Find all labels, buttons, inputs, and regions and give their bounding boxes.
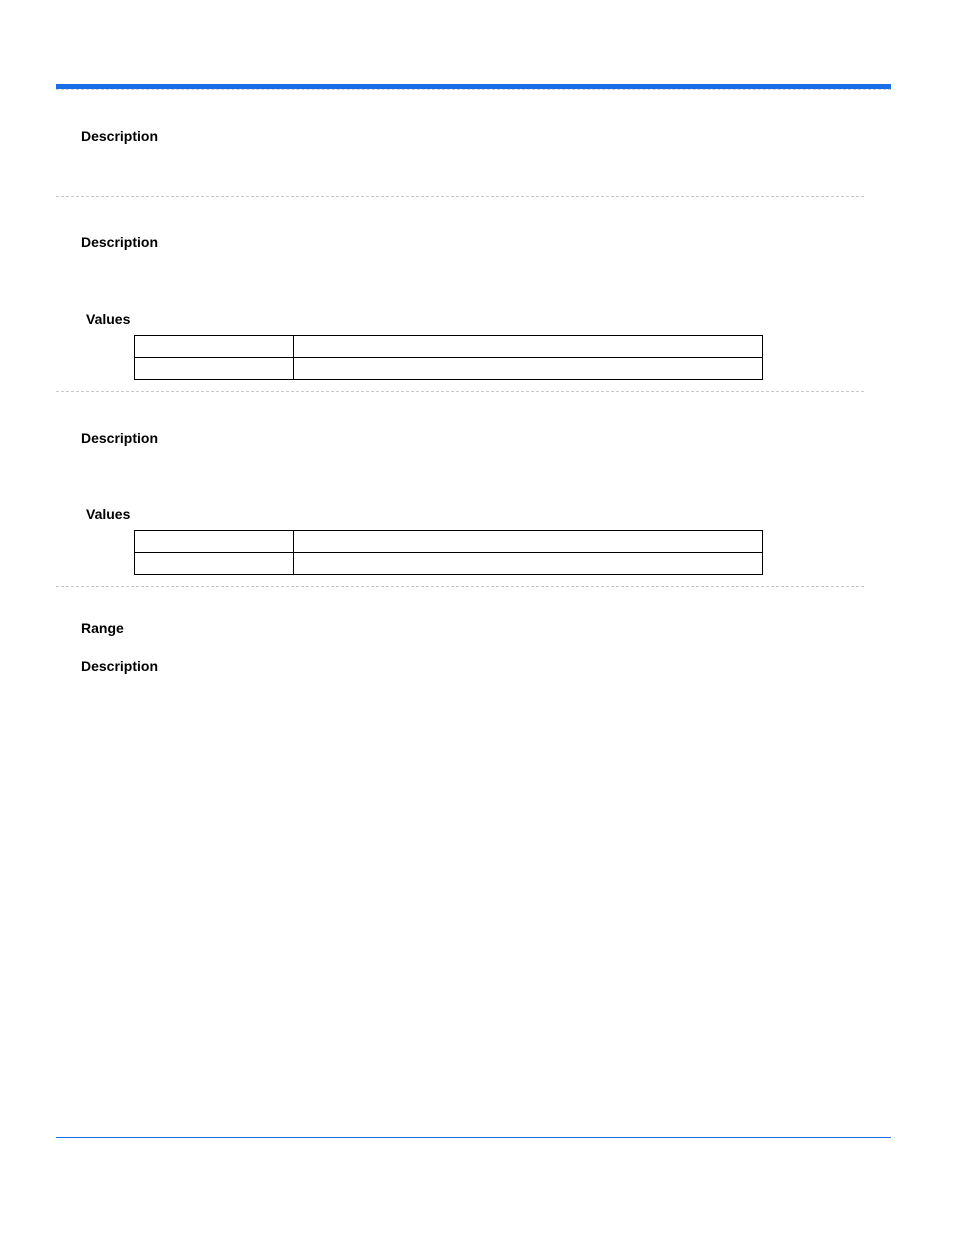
section-2-values-label: Values (86, 311, 131, 327)
section-divider-1 (56, 196, 864, 197)
table-cell (294, 553, 763, 575)
section-3-values-label: Values (86, 506, 131, 522)
section-3-description-label: Description (81, 430, 159, 446)
section-divider-2 (56, 391, 864, 392)
table-cell (294, 336, 763, 358)
table-cell (135, 553, 294, 575)
table-row (135, 531, 763, 553)
table-cell (135, 358, 294, 380)
table-cell (294, 358, 763, 380)
section-4-range-label: Range (81, 620, 124, 636)
table-cell (294, 531, 763, 553)
table-row (135, 553, 763, 575)
section-divider-3 (56, 586, 864, 587)
section-1-description-label: Description (81, 128, 159, 144)
table-cell (135, 336, 294, 358)
table-row (135, 336, 763, 358)
table-cell (135, 531, 294, 553)
section-4-description-label: Description (81, 658, 159, 674)
footer-rule (56, 1137, 891, 1138)
header-dashed-rule (56, 89, 891, 90)
section-2-description-label: Description (81, 234, 159, 250)
table-row (135, 358, 763, 380)
section-2-values-table (134, 335, 763, 380)
section-3-values-table (134, 530, 763, 575)
